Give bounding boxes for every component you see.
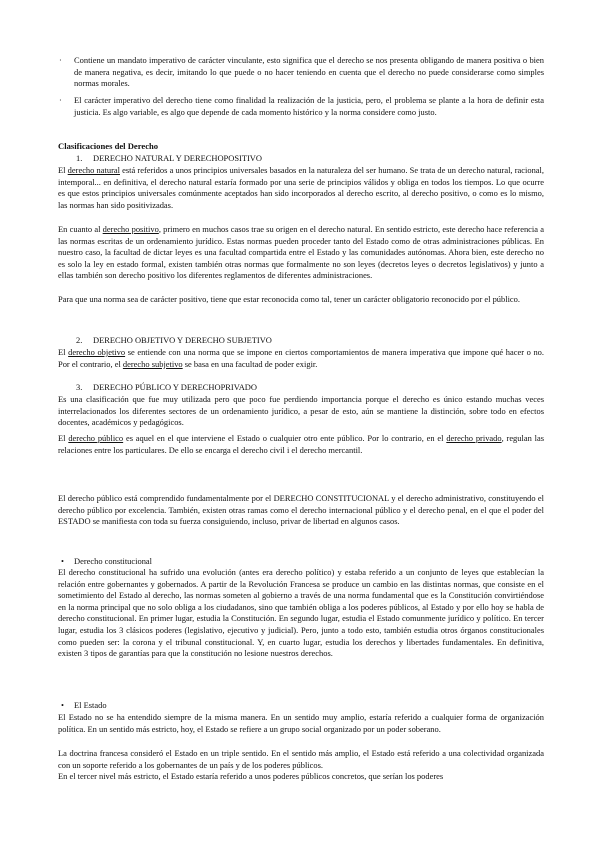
heading-title: DERECHO OBJETIVO Y DERECHO SUBJETIVO	[93, 335, 272, 345]
text-run: El	[58, 433, 69, 443]
underlined-term: derecho objetivo	[68, 347, 126, 357]
paragraph	[58, 224, 544, 282]
numbered-heading	[76, 153, 262, 165]
paragraph: El derecho constitucional ha sufrido una evolución (antes era derecho político) y estaba referido a un conjunto de leyes que establecían la relación entre gobernantes y gobernados. A partir de la Revolución Francesa se produce un cambio en las distintas normas, que consiste en el sometimiento del Estado al derecho, las normas someten al gobierno a través de una norma fundamental que es la Constitución convirtiéndose en la norma principal que no solo obliga a los ciudadanos, sino que también obliga a los poderes públicos, al Estado y por ello hoy se habla de derecho constitucional. En primer lugar, estudia la Constitución. En segundo lugar, estudia el Estado comunmente jurídico y político. En tercer lugar, estudia los 3 clásicos poderes (legislativo, ejecutivo y judicial). Pero, junto a todo esto, también estudia otros órganos constitucionales como pueden ser: la corona y el tribunal constitucional. Y, en cuarto lugar, estudia los derechos y libertades fundamentales. En definitiva, existen 3 tipos de garantías para que la constitución no lesione nuestros derechos.	[58, 567, 544, 659]
text-run: se basa en una facultad de poder exigir.	[182, 358, 318, 369]
paragraph: El Estado no se ha entendido siempre de la misma manera. En un sentido muy amplio, estaría referido a cualquier forma de organización política. En un sentido más estricto, hoy, el Estado se refiere a un grupo social organizado por un poder soberano.	[58, 712, 544, 734]
text-run: es aquel en el que interviene el Estado o cualquier otro ente público. Por lo contrario, en el	[123, 433, 447, 443]
text-run: El	[58, 165, 68, 175]
paragraph: Para que una norma sea de carácter positivo, tiene que estar reconocida como tal, tener un carácter obligatorio reconocido por el público.	[58, 294, 520, 304]
heading-title: DERECHO NATURAL Y DERECHOPOSITIVO	[93, 153, 262, 163]
heading-number: 2.	[76, 335, 83, 345]
paragraph: Es una clasificación que fue muy utilizada pero que poco fue perdiendo importancia porque el derecho es único estando muchas veces interrelacionados los diferentes sectores de un ordenamiento jurídico, a pesar de esto, aún se mantiene la distinción, sobre todo en efectos docentes, académicos y pedagógicos.	[58, 394, 544, 428]
text-run: se entiende con una norma que se impone en ciertos comportamientos de manera imperativa que impone qué hacer o no. Por el contrario, el	[58, 347, 545, 369]
bullet-marker: •	[61, 556, 64, 566]
list-item-text: Contiene un mandato imperativo de carácter vinculante, esto significa que el derecho se nos presenta obligando de manera positiva o bien de manera negativa, es decir, imitando lo que puede o no hacer teniendo en cuenta que el derecho no puede considerarse como simples normas morales.	[74, 55, 544, 89]
text-run: , primero en muchos casos trae su origen en el derecho natural. En sentido estricto, este derecho hace referencia a las normas escritas de un ordenamiento jurídico. Estas normas pueden proceder tanto del Estado como de otras administraciones públicas. En nuestro caso, la facultad de dictar leyes es una facultad compartida entre el Estado y las comunidades autónomas. Ahora bien, este derecho no es solo la ley en estado formal, existen también otras normas que formalmente no son leyes (decretos leyes o decretos legislativos) y junto a ellas también son derecho positivo los diferentes reglamentos de diferentes administraciones.	[58, 224, 544, 281]
paragraph: La doctrina francesa consideró el Estado en un triple sentido. En el sentido más amplio, el Estado está referido a una colectividad organizada con un soporte referido a los gobernantes de un país y de los poderes públicos.	[58, 748, 544, 770]
underlined-term: derecho privado	[446, 433, 502, 443]
paragraph	[58, 165, 544, 211]
heading-number: 3.	[76, 382, 83, 392]
subheading-title: Derecho constitucional	[74, 556, 153, 566]
text-run: , regulan las relaciones entre los particulares. De ello se encarga el derecho civil i el derecho mercantil.	[58, 433, 544, 455]
subheading-item	[61, 700, 544, 712]
numbered-heading	[76, 335, 272, 347]
paragraph	[58, 433, 544, 456]
numbered-heading	[76, 382, 257, 394]
underlined-term: derecho subjetivo	[122, 358, 183, 369]
underlined-term: derecho positivo	[102, 224, 159, 234]
text-run: está referidos a unos principios universales basados en la naturaleza del ser humano. Se trata de un derecho natural, racional, intemporal... en definitiva, el derecho natural estaría formado por una serie de principios válidos y obliga en todos los tiempos. Lo que ocurre es que estos principios universales comúnmente aceptados han sido incorporados al derecho escrito, al derecho positivo, o como es lo mismo, las normas han sido positivizadas.	[58, 165, 544, 210]
text-run: En cuanto al	[58, 224, 103, 234]
subheading-title: El Estado	[74, 700, 107, 710]
paragraph	[58, 347, 544, 370]
bullet-marker: •	[61, 700, 64, 710]
list-item	[59, 55, 544, 90]
section-heading: Clasificaciones del Derecho	[58, 141, 159, 151]
list-item-text: El carácter imperativo del derecho tiene como finalidad la realización de la justicia, pero, el problema se plante a la hora de definir esta justicia. Es algo variable, es algo que depende de cada momento histórico y la norma considere como justo.	[74, 95, 544, 117]
bullet-marker: ·	[59, 95, 62, 105]
paragraph: En el tercer nivel más estricto, el Estado estaría referido a unos poderes públicos concretos, que serían los poderes	[58, 771, 444, 781]
heading-number: 1.	[76, 153, 83, 163]
list-item	[59, 95, 544, 118]
underlined-term: derecho público	[68, 433, 124, 443]
text-run: El	[58, 347, 69, 357]
bullet-marker: ·	[59, 55, 62, 65]
subheading-item	[61, 556, 544, 568]
heading-title: DERECHO PÚBLICO Y DERECHOPRIVADO	[93, 382, 257, 392]
underlined-term: derecho natural	[67, 165, 120, 175]
paragraph: El derecho público está comprendido fundamentalmente por el DERECHO CONSTITUCIONAL y el derecho administrativo, constituyendo el derecho público por excelencia. También, existen otras ramas como el derecho internacional público y el derecho penal, en el que el poder del ESTADO se manifiesta con toda su fuerza consiguiendo, incluso, privar de libertad en algunos casos.	[58, 493, 544, 527]
